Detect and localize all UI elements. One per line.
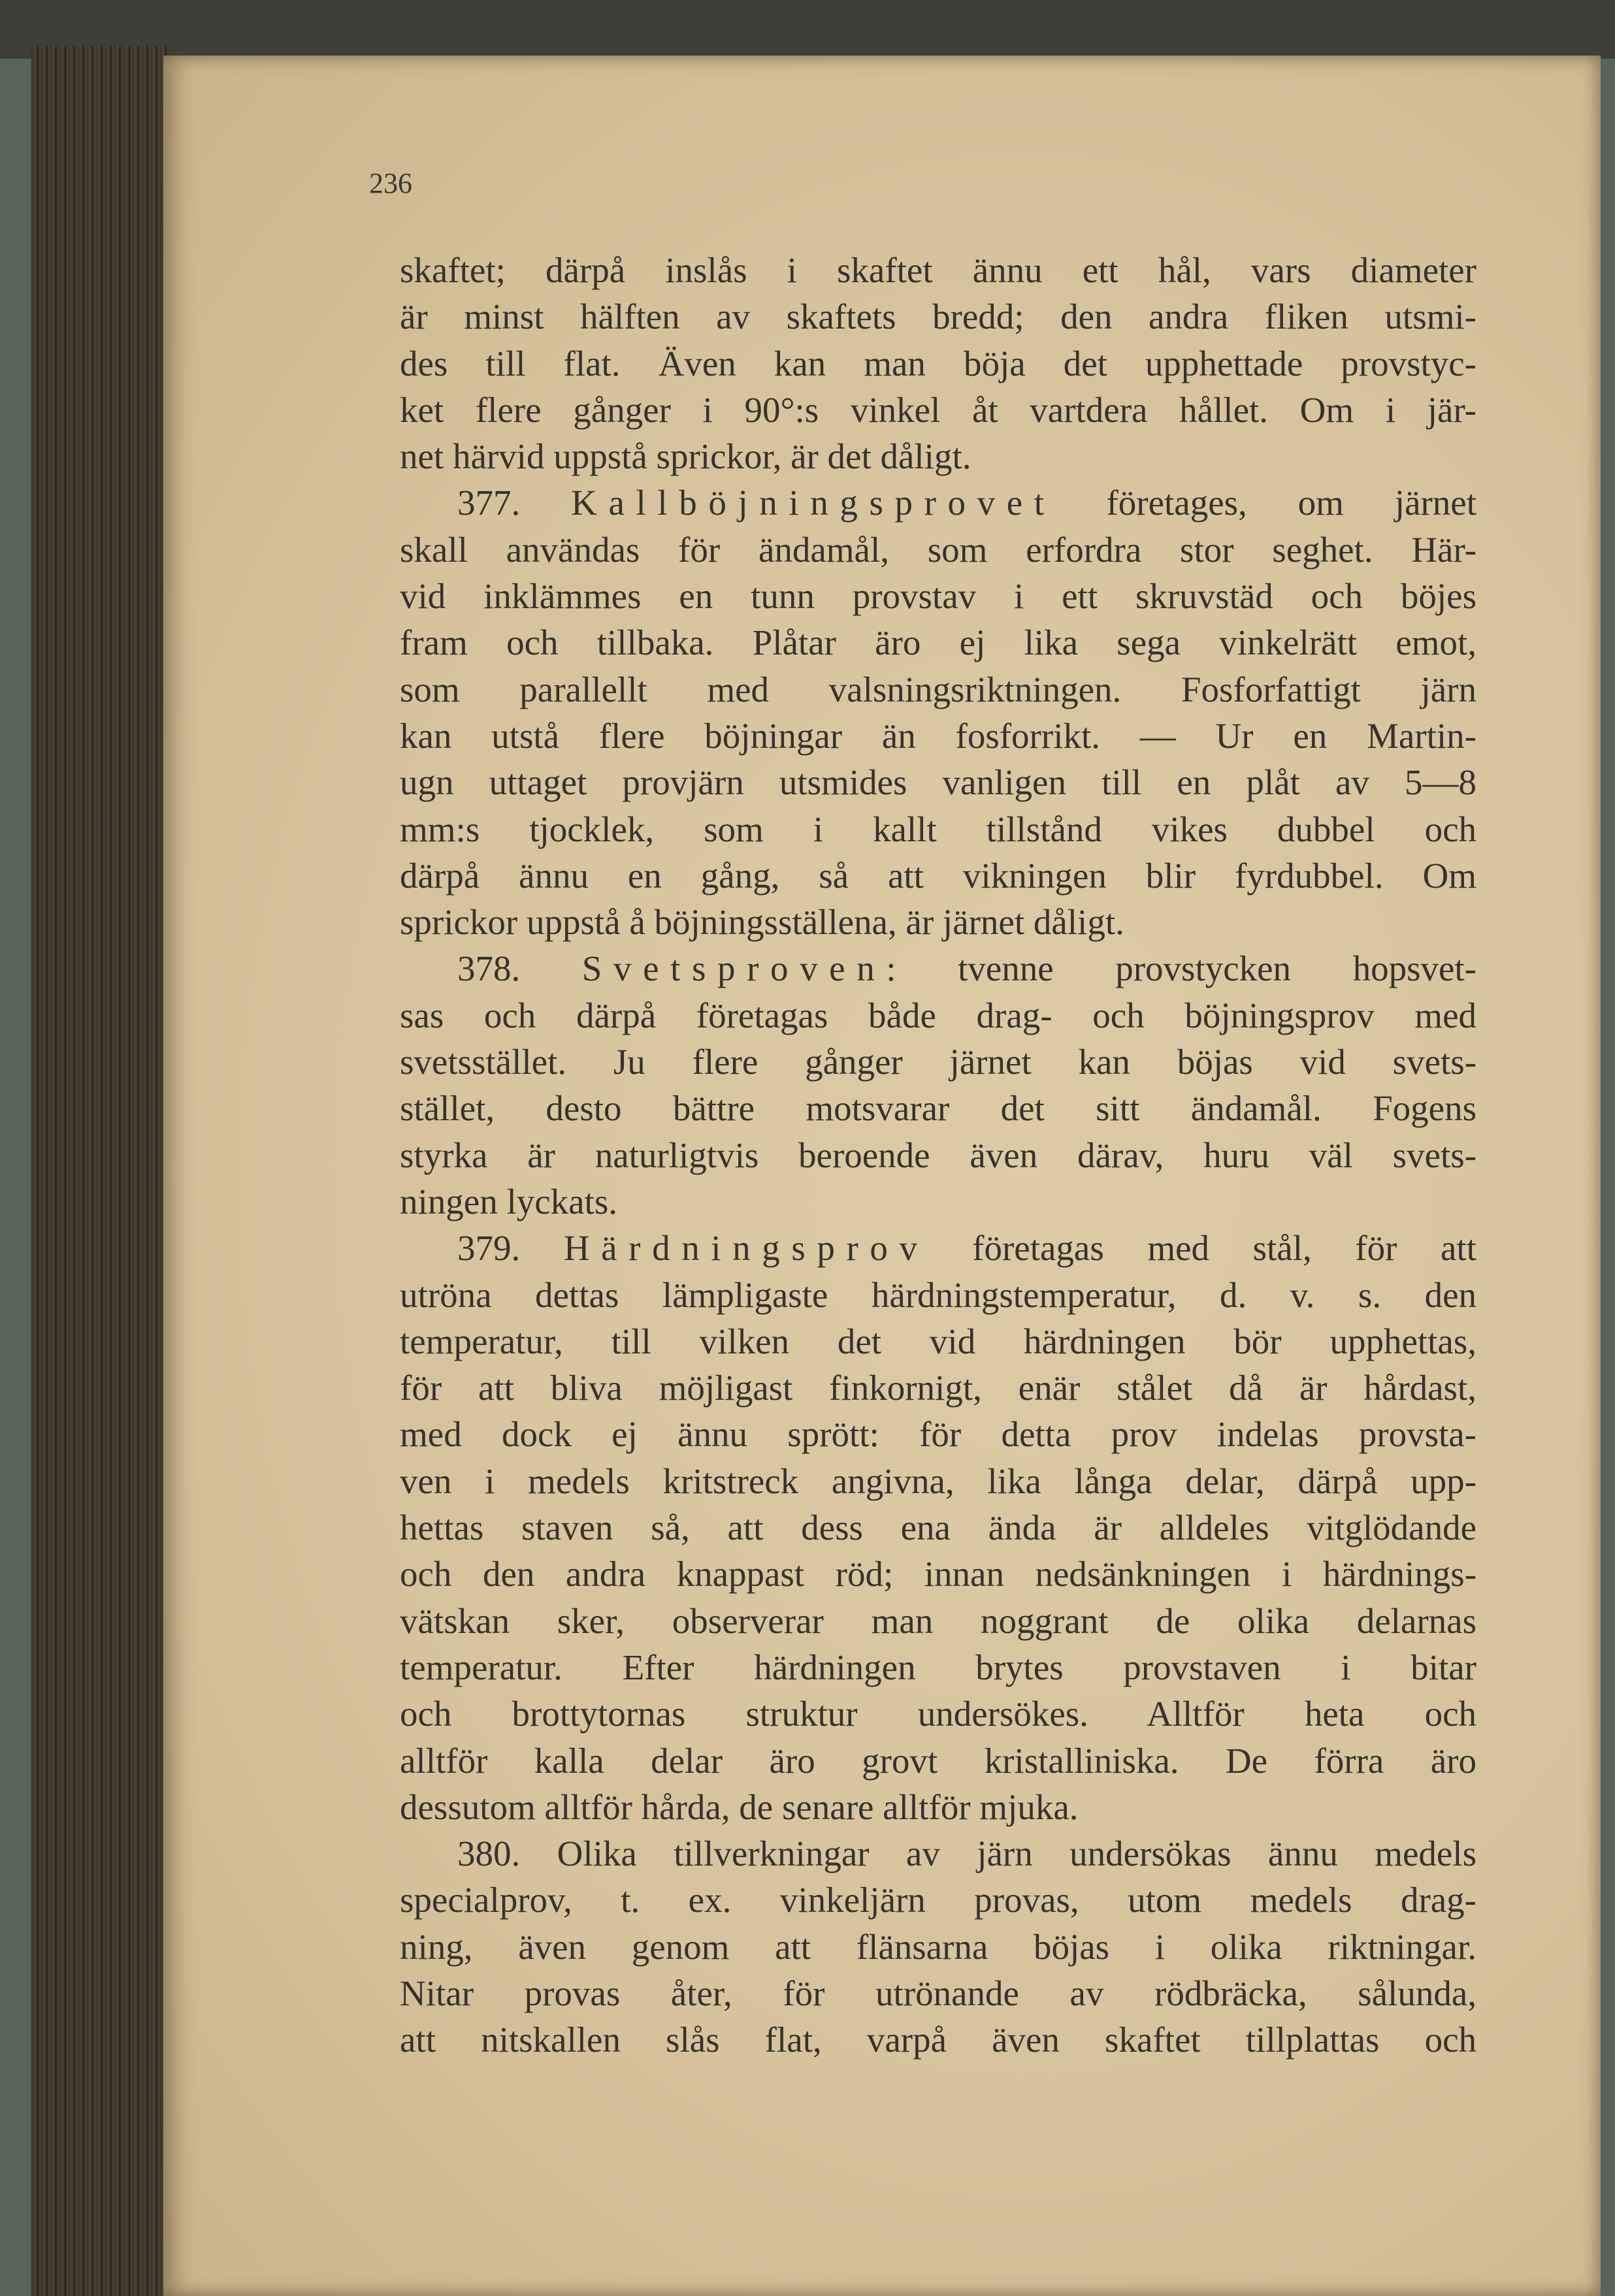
text-line — [400, 806, 1476, 852]
line-text: fram och tillbaka. Plåtar äro ej lika sega vinkelrätt emot, — [400, 623, 1476, 663]
line-text: skall användas för ändamål, som erfordra stor seghet. Här- — [400, 529, 1476, 570]
text-line — [400, 247, 1476, 293]
line-text: vätskan sker, observerar man noggrant de olika delarnas — [400, 1600, 1476, 1641]
line-text: ket flere gånger i 90°:s vinkel åt vartdera hållet. Om i jär- — [400, 389, 1476, 430]
text-line — [400, 1178, 1476, 1225]
text-line — [400, 1365, 1476, 1411]
text-line — [400, 1598, 1476, 1644]
text-line — [400, 1318, 1476, 1365]
text-line — [400, 1690, 1476, 1737]
line-text: och den andra knappast röd; innan nedsänkningen i härdnings- — [400, 1554, 1476, 1594]
text-line — [400, 340, 1476, 387]
text-line — [400, 1504, 1476, 1551]
text-line — [400, 1132, 1476, 1178]
line-text: för att bliva möjligast finkornigt, enär stålet då är hårdast, — [400, 1368, 1476, 1408]
page-body-text — [400, 247, 1476, 2063]
scan-top-edge — [0, 0, 1615, 59]
section-number: 379. — [457, 1228, 564, 1269]
line-text: temperatur. Efter härdningen brytes provstaven i bitar — [400, 1647, 1476, 1687]
text-line — [400, 619, 1476, 666]
line-text: des till flat. Även kan man böja det upphettade provstyc- — [400, 343, 1476, 383]
text-line — [400, 1830, 1476, 1877]
line-text: ugn uttaget provjärn utsmides vanligen till en plåt av 5—8 — [400, 762, 1476, 803]
line-text: temperatur, till vilken det vid härdningen bör upphettas, — [400, 1321, 1476, 1361]
text-line — [400, 1225, 1476, 1271]
text-line — [400, 526, 1476, 573]
text-line — [400, 1644, 1476, 1690]
line-text: skaftet; därpå inslås i skaftet ännu ett hål, vars diameter — [400, 250, 1476, 290]
text-line — [400, 1039, 1476, 1085]
text-line — [400, 1970, 1476, 2016]
line-text: vid inklämmes en tunn provstav i ett skruvstäd och böjes — [400, 576, 1476, 617]
line-text: alltför kalla delar äro grovt kristalliniska. De förra äro — [400, 1740, 1476, 1781]
line-text: utröna dettas lämpligaste härdningstemperatur, d. v. s. den — [400, 1274, 1476, 1315]
text-line — [400, 1551, 1476, 1597]
line-text: Nitar provas åter, för utrönande av rödbräcka, sålunda, — [400, 1973, 1476, 2013]
page-number: 236 — [369, 167, 412, 199]
line-text: företagas med stål, för att — [928, 1228, 1476, 1269]
line-text: som parallellt med valsningsriktningen. Fosforfattigt järn — [400, 669, 1476, 709]
line-text: stället, desto bättre motsvarar det sitt ändamål. Fogens — [400, 1088, 1476, 1129]
text-line — [400, 713, 1476, 759]
line-text: 380. Olika tillverkningar av järn undersökas ännu medels — [457, 1834, 1476, 1874]
spaced-heading: Kallböjningsprovet — [571, 483, 1056, 523]
line-text: svetsstället. Ju flere gånger järnet kan böjas vid svets- — [400, 1042, 1476, 1082]
line-text: ning, även genom att flänsarna böjas i olika riktningar. — [400, 1926, 1476, 1967]
text-line — [400, 2016, 1476, 2063]
text-line — [400, 293, 1476, 340]
text-line — [400, 899, 1476, 945]
text-line — [400, 759, 1476, 805]
text-line — [400, 992, 1476, 1039]
line-text: hettas staven så, att dess ena ända är alldeles vitglödande — [400, 1508, 1476, 1548]
text-line — [400, 573, 1476, 619]
line-text: är minst hälften av skaftets bredd; den andra fliken utsmi- — [400, 297, 1476, 337]
text-line — [400, 1458, 1476, 1504]
text-line — [400, 1924, 1476, 1970]
section-number: 377. — [457, 483, 572, 523]
line-text: : tvenne provstycken hopsvet- — [886, 948, 1476, 989]
line-text: sprickor uppstå å böjningsställena, är järnet dåligt. — [400, 902, 1124, 943]
text-line — [400, 1784, 1476, 1830]
line-text: net härvid uppstå sprickor, är det dåligt. — [400, 436, 971, 477]
line-text: att nitskallen slås flat, varpå även skaftet tillplattas och — [400, 2020, 1476, 2060]
text-line — [400, 1411, 1476, 1457]
line-text: ven i medels kritstreck angivna, lika långa delar, därpå upp- — [400, 1461, 1476, 1501]
line-text: mm:s tjocklek, som i kallt tillstånd vikes dubbel och — [400, 809, 1476, 849]
line-text: kan utstå flere böjningar än fosforrikt. — Ur en Martin- — [400, 715, 1476, 756]
line-text: företages, om järnet — [1055, 483, 1476, 523]
text-line — [400, 479, 1476, 526]
text-line — [400, 1272, 1476, 1318]
line-text: styrka är naturligtvis beroende även därav, huru väl svets- — [400, 1135, 1476, 1175]
line-text: sas och därpå företagas både drag- och böjningsprov med — [400, 995, 1476, 1035]
text-line — [400, 1877, 1476, 1923]
text-line — [400, 945, 1476, 992]
line-text: med dock ej ännu sprött: för detta prov indelas provsta- — [400, 1414, 1476, 1455]
line-text: och brottytornas struktur undersökes. Alltför heta och — [400, 1694, 1476, 1734]
text-line — [400, 1085, 1476, 1131]
page-edges-stack — [31, 46, 172, 2296]
line-text: dessutom alltför hårda, de senare alltför mjuka. — [400, 1787, 1079, 1827]
spaced-heading: Härdningsprov — [563, 1228, 929, 1269]
text-line — [400, 433, 1476, 479]
line-text: ningen lyckats. — [400, 1181, 617, 1221]
text-line — [400, 1738, 1476, 1784]
text-line — [400, 666, 1476, 713]
spaced-heading: Svetsproven — [581, 948, 887, 989]
text-line — [400, 852, 1476, 899]
section-number: 378. — [457, 948, 582, 989]
line-text: specialprov, t. ex. vinkeljärn provas, utom medels drag- — [400, 1880, 1476, 1920]
text-line — [400, 387, 1476, 433]
line-text: därpå ännu en gång, så att vikningen blir fyrdubbel. Om — [400, 855, 1476, 896]
